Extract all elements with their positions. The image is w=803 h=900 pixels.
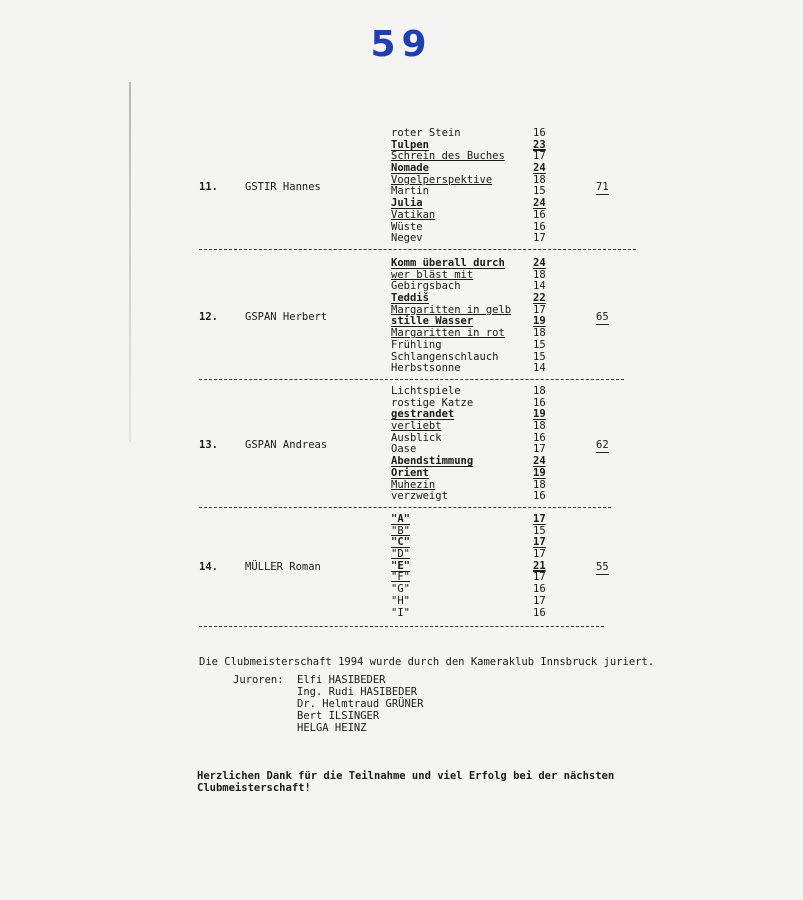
picture-title: Tulpen [391, 138, 429, 151]
picture-title: roter Stein [391, 127, 461, 139]
picture-score: 18 [533, 173, 546, 186]
picture-title: Teddiš [391, 292, 429, 305]
picture-row [391, 596, 553, 608]
jury-statement: Die Clubmeisterschaft 1994 wurde durch den Kameraklub Innsbruck juriert. [199, 656, 655, 668]
picture-title: Vatikan [391, 208, 436, 221]
picture-title: Abendstimmung [391, 455, 474, 468]
picture-score: 16 [533, 606, 546, 619]
picture-score: 16 [533, 583, 546, 596]
picture-row [391, 537, 553, 549]
picture-score: 19 [533, 466, 546, 479]
picture-score: 19 [533, 408, 546, 421]
picture-title: Lichtspiele [391, 385, 461, 397]
picture-row [391, 549, 553, 561]
picture-score: 21 [533, 559, 546, 572]
picture-row [391, 421, 553, 433]
picture-title: Negev [391, 232, 423, 245]
picture-row [391, 468, 553, 480]
thanks-message [197, 770, 657, 794]
entry-name: GSTIR Hannes [245, 180, 321, 193]
picture-title: gestrandet [391, 408, 455, 421]
picture-title: Nomade [391, 162, 429, 175]
dashed-separator [199, 249, 636, 250]
entry-total: 55 [596, 560, 609, 573]
picture-row [391, 163, 553, 175]
picture-row [391, 293, 553, 305]
picture-title: "C" [391, 536, 410, 549]
picture-row [391, 128, 553, 140]
picture-score: 17 [533, 443, 546, 456]
scan-margin-line [129, 82, 131, 442]
picture-score: 18 [533, 478, 546, 491]
picture-title: Gebirgsbach [391, 280, 461, 293]
picture-title: Margaritten in gelb [391, 303, 512, 316]
picture-score: 22 [533, 292, 546, 305]
entry-total: 62 [596, 438, 609, 451]
entry-rank: 13. [199, 438, 218, 451]
picture-score: 23 [533, 138, 546, 151]
picture-score: 14 [533, 362, 546, 375]
picture-title: Julia [391, 197, 423, 210]
picture-title: Oase [391, 443, 417, 456]
picture-row [391, 572, 553, 584]
picture-row [391, 526, 553, 538]
picture-title: verliebt [391, 420, 442, 433]
picture-score: 16 [533, 490, 546, 503]
picture-title: wer bläst mit [391, 268, 474, 281]
dashed-separator [199, 507, 611, 508]
entry-name: GSPAN Herbert [245, 310, 328, 323]
picture-score: 17 [533, 594, 546, 607]
picture-row [391, 258, 553, 270]
picture-title: verzweigt [391, 490, 448, 503]
entry-rank: 11. [199, 180, 218, 193]
picture-row [391, 491, 553, 503]
picture-score: 16 [533, 127, 546, 139]
dashed-separator [199, 626, 604, 627]
picture-score: 15 [533, 338, 546, 351]
picture-row [391, 233, 553, 245]
picture-row [391, 340, 553, 352]
picture-score: 17 [533, 232, 546, 245]
picture-list [391, 386, 553, 503]
picture-row [391, 210, 553, 222]
page-number: 59 [370, 24, 433, 65]
picture-title: stille Wasser [391, 315, 474, 328]
picture-score: 16 [533, 208, 546, 221]
picture-score: 17 [533, 303, 546, 316]
picture-row [391, 584, 553, 596]
picture-score: 15 [533, 350, 546, 363]
picture-title: rostige Katze [391, 396, 474, 409]
picture-title: Schlangenschlauch [391, 350, 499, 363]
picture-score: 15 [533, 185, 546, 198]
picture-title: Margaritten in rot [391, 327, 505, 340]
picture-score: 24 [533, 455, 546, 468]
picture-score: 24 [533, 257, 546, 269]
entry-total: 71 [596, 180, 609, 193]
picture-score: 19 [533, 315, 546, 328]
picture-title: "A" [391, 513, 410, 525]
picture-list [391, 128, 553, 245]
picture-row [391, 514, 553, 526]
picture-score: 14 [533, 280, 546, 293]
dashed-separator [199, 379, 624, 380]
picture-title: "F" [391, 571, 410, 584]
picture-title: "D" [391, 548, 410, 561]
picture-row [391, 386, 553, 398]
juror-name: Elfi HASIBEDER [297, 674, 386, 686]
picture-list [391, 258, 553, 375]
picture-title: Komm überall durch [391, 257, 505, 269]
thanks-line: Herzlichen Dank für die Teilnahme und viel Erfolg bei der nächsten [197, 770, 615, 782]
picture-list [391, 514, 553, 619]
picture-title: Ausblick [391, 431, 442, 444]
entry-total: 65 [596, 310, 609, 323]
picture-title: Schrein des Buches [391, 150, 505, 163]
picture-title: Herbstsonne [391, 362, 461, 375]
picture-score: 18 [533, 268, 546, 281]
picture-score: 17 [533, 536, 546, 549]
juror-name: Dr. Helmtraud GRÜNER [297, 698, 424, 710]
picture-score: 17 [533, 150, 546, 163]
picture-score: 16 [533, 396, 546, 409]
juror-name: HELGA HEINZ [297, 722, 367, 734]
picture-title: Orient [391, 466, 429, 479]
jury-list [297, 674, 497, 734]
entry-name: GSPAN Andreas [245, 438, 328, 451]
picture-title: Muhezin [391, 478, 436, 491]
jury-label: Juroren: [233, 674, 284, 686]
picture-title: Vogelperspektive [391, 173, 493, 186]
juror-name: Ing. Rudi HASIBEDER [297, 686, 418, 698]
entry-rank: 12. [199, 310, 218, 323]
picture-score: 16 [533, 220, 546, 233]
picture-score: 16 [533, 431, 546, 444]
picture-title: Frühling [391, 338, 442, 351]
picture-title: Wüste [391, 220, 423, 233]
picture-title: "E" [391, 559, 410, 572]
picture-score: 17 [533, 571, 546, 584]
picture-score: 17 [533, 548, 546, 561]
picture-score: 24 [533, 197, 546, 210]
thanks-line: Clubmeisterschaft! [197, 782, 311, 794]
picture-score: 24 [533, 162, 546, 175]
picture-row [391, 561, 553, 573]
picture-row [391, 363, 553, 375]
picture-score: 15 [533, 524, 546, 537]
entry-name: MÜLLER Roman [245, 560, 321, 573]
entry-rank: 14. [199, 560, 218, 573]
picture-score: 18 [533, 327, 546, 340]
picture-title: Martin [391, 185, 429, 198]
picture-score: 18 [533, 420, 546, 433]
picture-score: 18 [533, 385, 546, 397]
juror-name: Bert ILSINGER [297, 710, 380, 722]
picture-title: "B" [391, 524, 410, 537]
picture-title: "H" [391, 594, 410, 607]
picture-row [391, 608, 553, 620]
picture-title: "G" [391, 583, 410, 596]
picture-title: "I" [391, 606, 410, 619]
picture-score: 17 [533, 513, 546, 525]
